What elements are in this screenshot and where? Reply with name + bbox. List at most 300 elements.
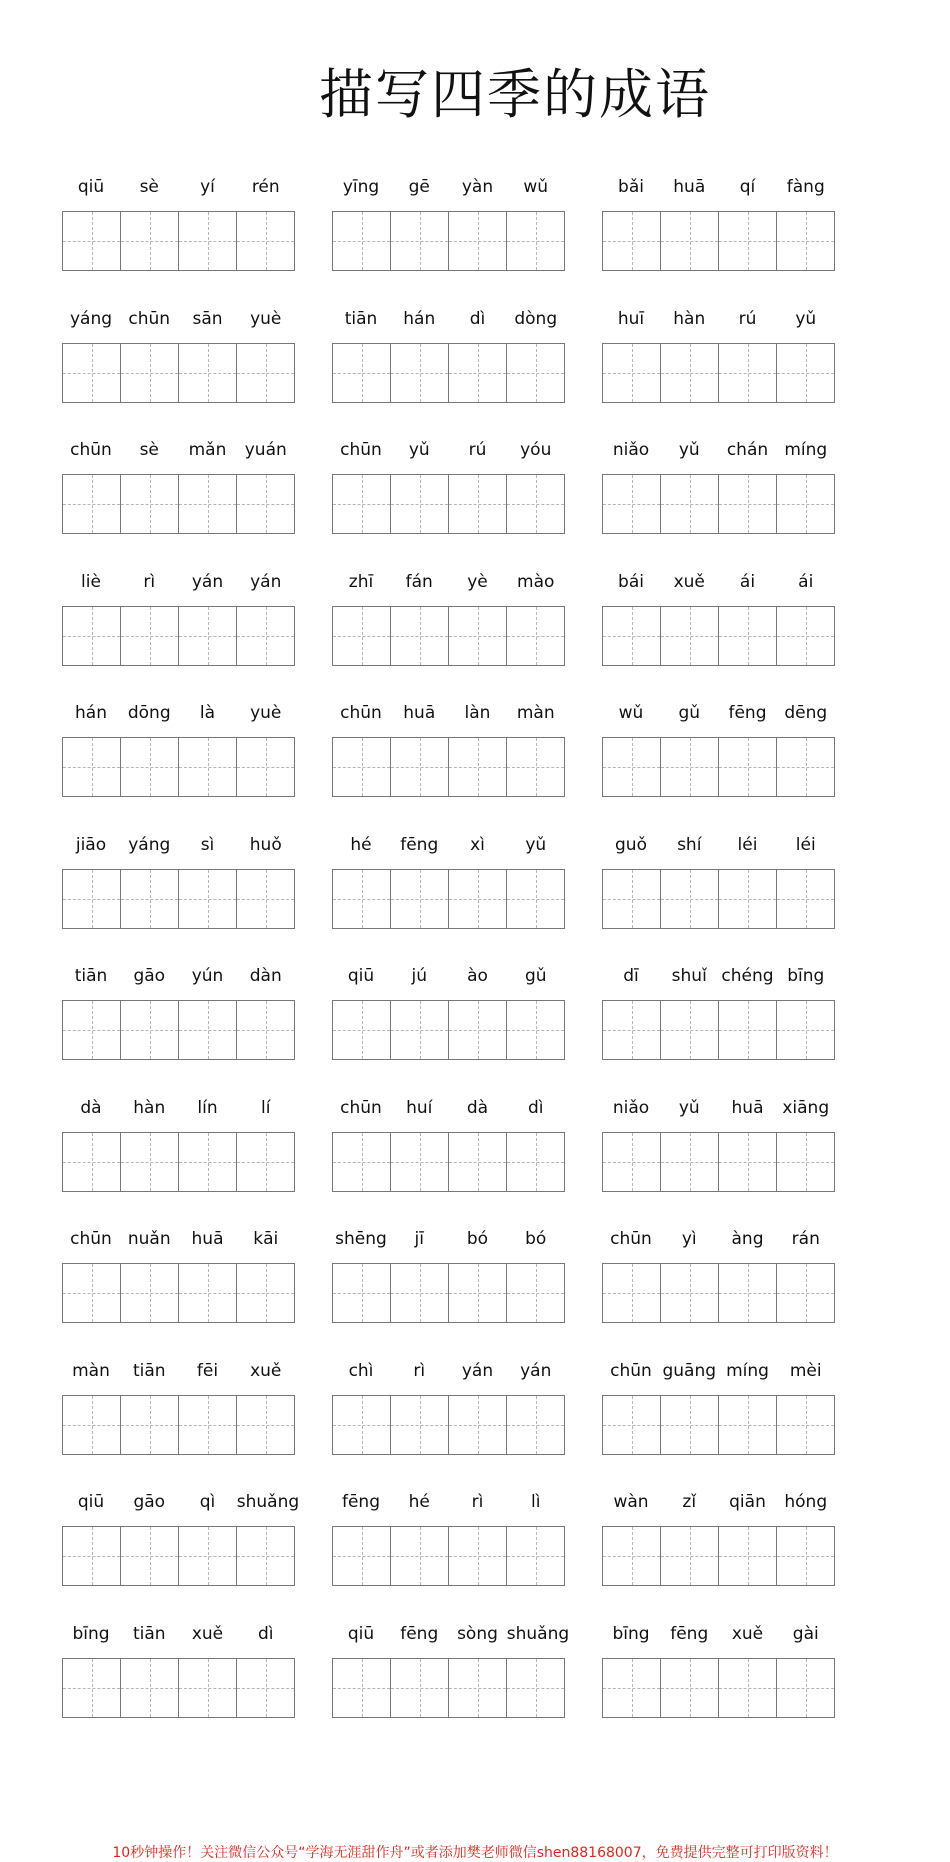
writing-cell[interactable] [391,1133,449,1191]
pinyin-line [332,1094,565,1122]
writing-cell[interactable] [121,738,179,796]
writing-cell[interactable] [121,1264,179,1322]
writing-cell[interactable] [121,475,179,533]
writing-cell[interactable] [449,344,507,402]
idiom-block [62,1357,295,1475]
idiom-block [602,436,835,554]
writing-cell[interactable] [603,344,661,402]
pinyin-syllable: rú [468,440,487,460]
pinyin-syllable: hóng [784,1492,828,1512]
pinyin-syllable: dì [527,1097,544,1118]
writing-cell[interactable] [719,212,777,270]
writing-grid [602,869,835,929]
footer-promo-text: 10秒钟操作！关注微信公众号“学海无涯甜作舟”或者添加樊老师微信shen88168007，免费提供完整可打印版资料！ [112,1845,838,1861]
writing-cell[interactable] [507,1001,564,1059]
writing-cell[interactable] [179,870,237,928]
pinyin-syllable: qiū [77,1492,105,1512]
writing-cell[interactable] [391,212,449,270]
pinyin-syllable: mǎn [188,440,227,460]
writing-grid [602,1000,835,1060]
writing-cell[interactable] [333,1659,391,1717]
writing-cell[interactable] [661,738,719,796]
writing-grid [332,606,565,666]
pinyin-line [332,1620,570,1648]
writing-cell[interactable] [719,870,777,928]
writing-cell[interactable] [237,1001,294,1059]
pinyin-syllable: shí [677,834,702,855]
writing-grid [602,211,835,271]
pinyin-syllable: yán [191,571,224,592]
writing-cell[interactable] [507,1659,564,1717]
writing-cell[interactable] [777,212,834,270]
pinyin-line [602,699,835,727]
pinyin-syllable: huā [403,703,436,723]
writing-cell[interactable] [391,870,449,928]
pinyin-syllable: yàn [461,177,494,197]
writing-cell[interactable] [603,1659,661,1717]
idiom-block [332,305,565,423]
writing-cell[interactable] [777,1133,834,1191]
writing-cell[interactable] [333,738,391,796]
writing-cell[interactable] [603,1001,661,1059]
pinyin-syllable: huí [406,1097,433,1118]
writing-cell[interactable] [121,1133,179,1191]
writing-cell[interactable] [603,1396,661,1454]
pinyin-line [62,1620,295,1648]
pinyin-syllable: yóu [520,440,552,460]
pinyin-line [602,1225,835,1253]
writing-cell[interactable] [333,1133,391,1191]
idiom-block [332,1225,565,1343]
idiom-row [0,1094,950,1214]
writing-cell[interactable] [333,1527,391,1585]
writing-cell[interactable] [449,607,507,665]
pinyin-syllable: huǒ [249,834,282,855]
writing-cell[interactable] [237,1133,294,1191]
pinyin-syllable: chūn [610,1360,652,1381]
page-title: 描写四季的成语 [319,63,711,126]
writing-cell[interactable] [237,212,294,270]
writing-cell[interactable] [63,1133,121,1191]
pinyin-line [62,305,295,333]
writing-cell[interactable] [237,475,294,533]
writing-cell[interactable] [179,1001,237,1059]
writing-cell[interactable] [719,1001,777,1059]
writing-cell[interactable] [719,738,777,796]
writing-cell[interactable] [333,344,391,402]
writing-grid [62,1132,295,1192]
writing-cell[interactable] [661,1264,719,1322]
writing-cell[interactable] [63,870,121,928]
writing-cell[interactable] [121,212,179,270]
pinyin-syllable: dōng [127,703,171,723]
pinyin-syllable: bīng [72,1623,110,1644]
pinyin-syllable: yīng [342,177,380,197]
pinyin-syllable: chì [348,1360,374,1381]
writing-cell[interactable] [661,212,719,270]
pinyin-syllable: kāi [253,1229,279,1249]
pinyin-syllable: fàng [786,177,825,197]
writing-cell[interactable] [391,738,449,796]
pinyin-line [62,1094,295,1122]
pinyin-line [602,1488,835,1516]
writing-cell[interactable] [603,607,661,665]
pinyin-syllable: dà [466,1097,489,1118]
idiom-row [0,962,950,1082]
writing-cell[interactable] [777,1659,834,1717]
pinyin-syllable: fēng [400,1623,439,1644]
pinyin-syllable: míng [726,1360,769,1381]
pinyin-line [332,1225,565,1253]
writing-cell[interactable] [777,1527,834,1585]
writing-cell[interactable] [63,607,121,665]
writing-grid [62,606,295,666]
pinyin-syllable: shuǎng [506,1623,570,1644]
writing-cell[interactable] [121,1396,179,1454]
pinyin-line [62,831,295,859]
pinyin-syllable: xiāng [782,1097,830,1118]
writing-cell[interactable] [449,212,507,270]
pinyin-line [602,1094,835,1122]
pinyin-syllable: sān [192,308,223,329]
pinyin-syllable: tiān [132,1623,166,1644]
writing-cell[interactable] [63,738,121,796]
writing-cell[interactable] [507,870,564,928]
idiom-block [602,1094,835,1212]
writing-cell[interactable] [237,738,294,796]
writing-cell[interactable] [391,1264,449,1322]
pinyin-syllable: chéng [721,966,774,986]
writing-grid [62,737,295,797]
pinyin-syllable: là [199,703,216,723]
idiom-row [0,305,950,425]
pinyin-syllable: yì [681,1229,697,1249]
idiom-block [62,831,295,949]
pinyin-syllable: niǎo [612,1097,650,1118]
writing-cell[interactable] [507,1264,564,1322]
writing-cell[interactable] [449,870,507,928]
writing-cell[interactable] [777,475,834,533]
writing-cell[interactable] [661,475,719,533]
pinyin-syllable: hàn [133,1097,166,1118]
pinyin-syllable: rén [251,177,280,197]
writing-cell[interactable] [179,475,237,533]
writing-cell[interactable] [237,607,294,665]
writing-cell[interactable] [603,1527,661,1585]
pinyin-line [62,173,295,201]
writing-cell[interactable] [391,1396,449,1454]
writing-grid [332,1000,565,1060]
writing-cell[interactable] [449,1001,507,1059]
pinyin-syllable: fēng [728,703,767,723]
writing-cell[interactable] [121,1659,179,1717]
writing-cell[interactable] [661,607,719,665]
writing-cell[interactable] [661,1396,719,1454]
writing-cell[interactable] [333,1396,391,1454]
writing-cell[interactable] [719,607,777,665]
writing-cell[interactable] [333,212,391,270]
pinyin-line [62,436,295,464]
idiom-block [602,699,835,817]
writing-cell[interactable] [449,475,507,533]
writing-cell[interactable] [661,870,719,928]
writing-grid [332,1658,565,1718]
writing-grid [62,343,295,403]
pinyin-syllable: qiū [77,177,105,197]
writing-cell[interactable] [237,1396,294,1454]
pinyin-syllable: yǔ [795,308,817,329]
writing-cell[interactable] [777,870,834,928]
pinyin-syllable: dà [80,1097,102,1118]
idiom-block [332,436,565,554]
pinyin-syllable: yún [191,966,224,986]
writing-cell[interactable] [63,1396,121,1454]
pinyin-syllable: hé [408,1492,430,1512]
writing-cell[interactable] [237,870,294,928]
writing-cell[interactable] [719,1264,777,1322]
idiom-block [602,568,835,686]
pinyin-syllable: dì [469,308,486,329]
writing-cell[interactable] [121,870,179,928]
pinyin-line [602,1620,835,1648]
writing-cell[interactable] [179,1527,237,1585]
idiom-block [332,1357,565,1475]
writing-cell[interactable] [237,1264,294,1322]
writing-cell[interactable] [63,1001,121,1059]
pinyin-syllable: huā [731,1097,764,1118]
writing-grid [332,211,565,271]
writing-cell[interactable] [63,1659,121,1717]
pinyin-syllable: léi [737,834,758,855]
writing-cell[interactable] [661,1527,719,1585]
writing-grid [602,737,835,797]
idiom-block [602,1225,835,1343]
idiom-block [602,173,835,291]
pinyin-syllable: xuě [673,571,705,592]
writing-grid [62,1658,295,1718]
writing-cell[interactable] [63,344,121,402]
pinyin-line [602,568,835,596]
writing-cell[interactable] [121,607,179,665]
pinyin-line [602,1357,835,1385]
writing-cell[interactable] [179,212,237,270]
writing-cell[interactable] [449,1396,507,1454]
writing-cell[interactable] [121,1527,179,1585]
pinyin-syllable: liè [81,571,101,592]
writing-cell[interactable] [777,738,834,796]
writing-grid [62,211,295,271]
writing-cell[interactable] [603,870,661,928]
writing-cell[interactable] [391,344,449,402]
writing-cell[interactable] [507,1133,564,1191]
pinyin-syllable: yè [467,571,488,592]
writing-cell[interactable] [237,344,294,402]
writing-cell[interactable] [661,1001,719,1059]
writing-cell[interactable] [391,1527,449,1585]
pinyin-syllable: fēng [670,1623,709,1644]
writing-cell[interactable] [603,475,661,533]
pinyin-syllable: xì [470,834,485,855]
pinyin-syllable: chūn [70,1229,112,1249]
pinyin-syllable: gǔ [678,703,701,723]
writing-cell[interactable] [777,344,834,402]
writing-cell[interactable] [603,212,661,270]
writing-cell[interactable] [603,738,661,796]
writing-cell[interactable] [391,1659,449,1717]
pinyin-syllable: shuǎng [236,1492,300,1512]
writing-grid [602,1658,835,1718]
writing-grid [62,1263,295,1323]
pinyin-line [62,1357,295,1385]
pinyin-syllable: lí [261,1097,271,1118]
pinyin-syllable: xuě [731,1623,764,1644]
writing-grid [332,1395,565,1455]
writing-cell[interactable] [507,607,564,665]
pinyin-syllable: tiān [74,966,108,986]
writing-cell[interactable] [719,1659,777,1717]
pinyin-syllable: sè [139,440,159,460]
writing-cell[interactable] [179,1659,237,1717]
writing-cell[interactable] [391,475,449,533]
writing-cell[interactable] [661,344,719,402]
writing-cell[interactable] [507,1396,564,1454]
writing-cell[interactable] [661,1133,719,1191]
pinyin-line [62,1225,295,1253]
pinyin-line [332,831,565,859]
writing-cell[interactable] [179,607,237,665]
writing-cell[interactable] [777,1001,834,1059]
writing-cell[interactable] [719,1133,777,1191]
pinyin-syllable: huī [617,308,645,329]
pinyin-syllable: wàn [613,1492,649,1512]
pinyin-syllable: yǔ [678,440,700,460]
writing-cell[interactable] [777,607,834,665]
writing-cell[interactable] [661,1659,719,1717]
writing-cell[interactable] [333,1264,391,1322]
idiom-block [62,962,295,1080]
pinyin-line [332,1357,565,1385]
idiom-block [62,699,295,817]
writing-cell[interactable] [121,1001,179,1059]
pinyin-syllable: yuè [250,703,282,723]
writing-cell[interactable] [63,1527,121,1585]
pinyin-syllable: fēi [196,1360,219,1381]
writing-cell[interactable] [603,1264,661,1322]
writing-cell[interactable] [391,1001,449,1059]
pinyin-syllable: chūn [340,440,382,460]
writing-cell[interactable] [507,344,564,402]
writing-cell[interactable] [449,738,507,796]
idiom-row [0,699,950,819]
idiom-row [0,1488,950,1608]
writing-cell[interactable] [507,738,564,796]
pinyin-syllable: bīng [612,1623,650,1644]
writing-cell[interactable] [719,344,777,402]
idiom-row [0,1357,950,1477]
pinyin-syllable: qiū [347,966,375,986]
idiom-block [332,1620,570,1738]
writing-cell[interactable] [179,1264,237,1322]
writing-cell[interactable] [449,1133,507,1191]
pinyin-syllable: àng [731,1229,764,1249]
idiom-block [62,1488,300,1606]
writing-cell[interactable] [179,1133,237,1191]
pinyin-line [602,173,835,201]
writing-cell[interactable] [333,475,391,533]
idiom-block [332,568,565,686]
writing-cell[interactable] [777,1396,834,1454]
pinyin-line [62,1488,300,1516]
writing-grid [332,474,565,534]
pinyin-syllable: mèi [789,1360,822,1381]
writing-grid [62,869,295,929]
pinyin-syllable: dēng [784,703,828,723]
pinyin-syllable: mào [517,571,555,592]
writing-grid [332,1526,565,1586]
pinyin-syllable: fán [405,571,433,592]
writing-cell[interactable] [507,475,564,533]
writing-grid [602,1526,835,1586]
writing-cell[interactable] [449,1264,507,1322]
writing-cell[interactable] [333,607,391,665]
pinyin-syllable: xuě [191,1623,224,1644]
idiom-block [62,1620,295,1738]
pinyin-syllable: ái [798,571,814,592]
idiom-block [332,1488,565,1606]
writing-cell[interactable] [237,1659,294,1717]
writing-cell[interactable] [603,1133,661,1191]
writing-cell[interactable] [333,870,391,928]
writing-cell[interactable] [179,344,237,402]
writing-cell[interactable] [507,1527,564,1585]
writing-cell[interactable] [121,344,179,402]
pinyin-line [332,436,565,464]
writing-cell[interactable] [719,1527,777,1585]
writing-cell[interactable] [719,475,777,533]
pinyin-syllable: hán [403,308,436,329]
writing-cell[interactable] [63,212,121,270]
writing-cell[interactable] [333,1001,391,1059]
writing-grid [332,1263,565,1323]
pinyin-line [332,305,565,333]
writing-cell[interactable] [507,212,564,270]
writing-cell[interactable] [719,1396,777,1454]
pinyin-syllable: yáng [69,308,113,329]
writing-cell[interactable] [179,1396,237,1454]
writing-cell[interactable] [449,1659,507,1717]
writing-cell[interactable] [391,607,449,665]
idiom-block [62,1225,295,1343]
pinyin-syllable: bó [466,1229,489,1249]
idiom-block [62,305,295,423]
idiom-row [0,568,950,688]
pinyin-syllable: bó [525,1229,547,1249]
idiom-block [602,962,835,1080]
writing-cell[interactable] [449,1527,507,1585]
writing-cell[interactable] [63,1264,121,1322]
pinyin-syllable: rì [413,1360,426,1381]
pinyin-line [332,962,565,990]
idiom-block [332,962,565,1080]
writing-cell[interactable] [237,1527,294,1585]
pinyin-syllable: jiāo [75,834,107,855]
idiom-block [602,1488,835,1606]
writing-cell[interactable] [179,738,237,796]
writing-cell[interactable] [63,475,121,533]
pinyin-syllable: xuě [250,1360,282,1381]
pinyin-syllable: yáng [128,834,171,855]
writing-cell[interactable] [777,1264,834,1322]
